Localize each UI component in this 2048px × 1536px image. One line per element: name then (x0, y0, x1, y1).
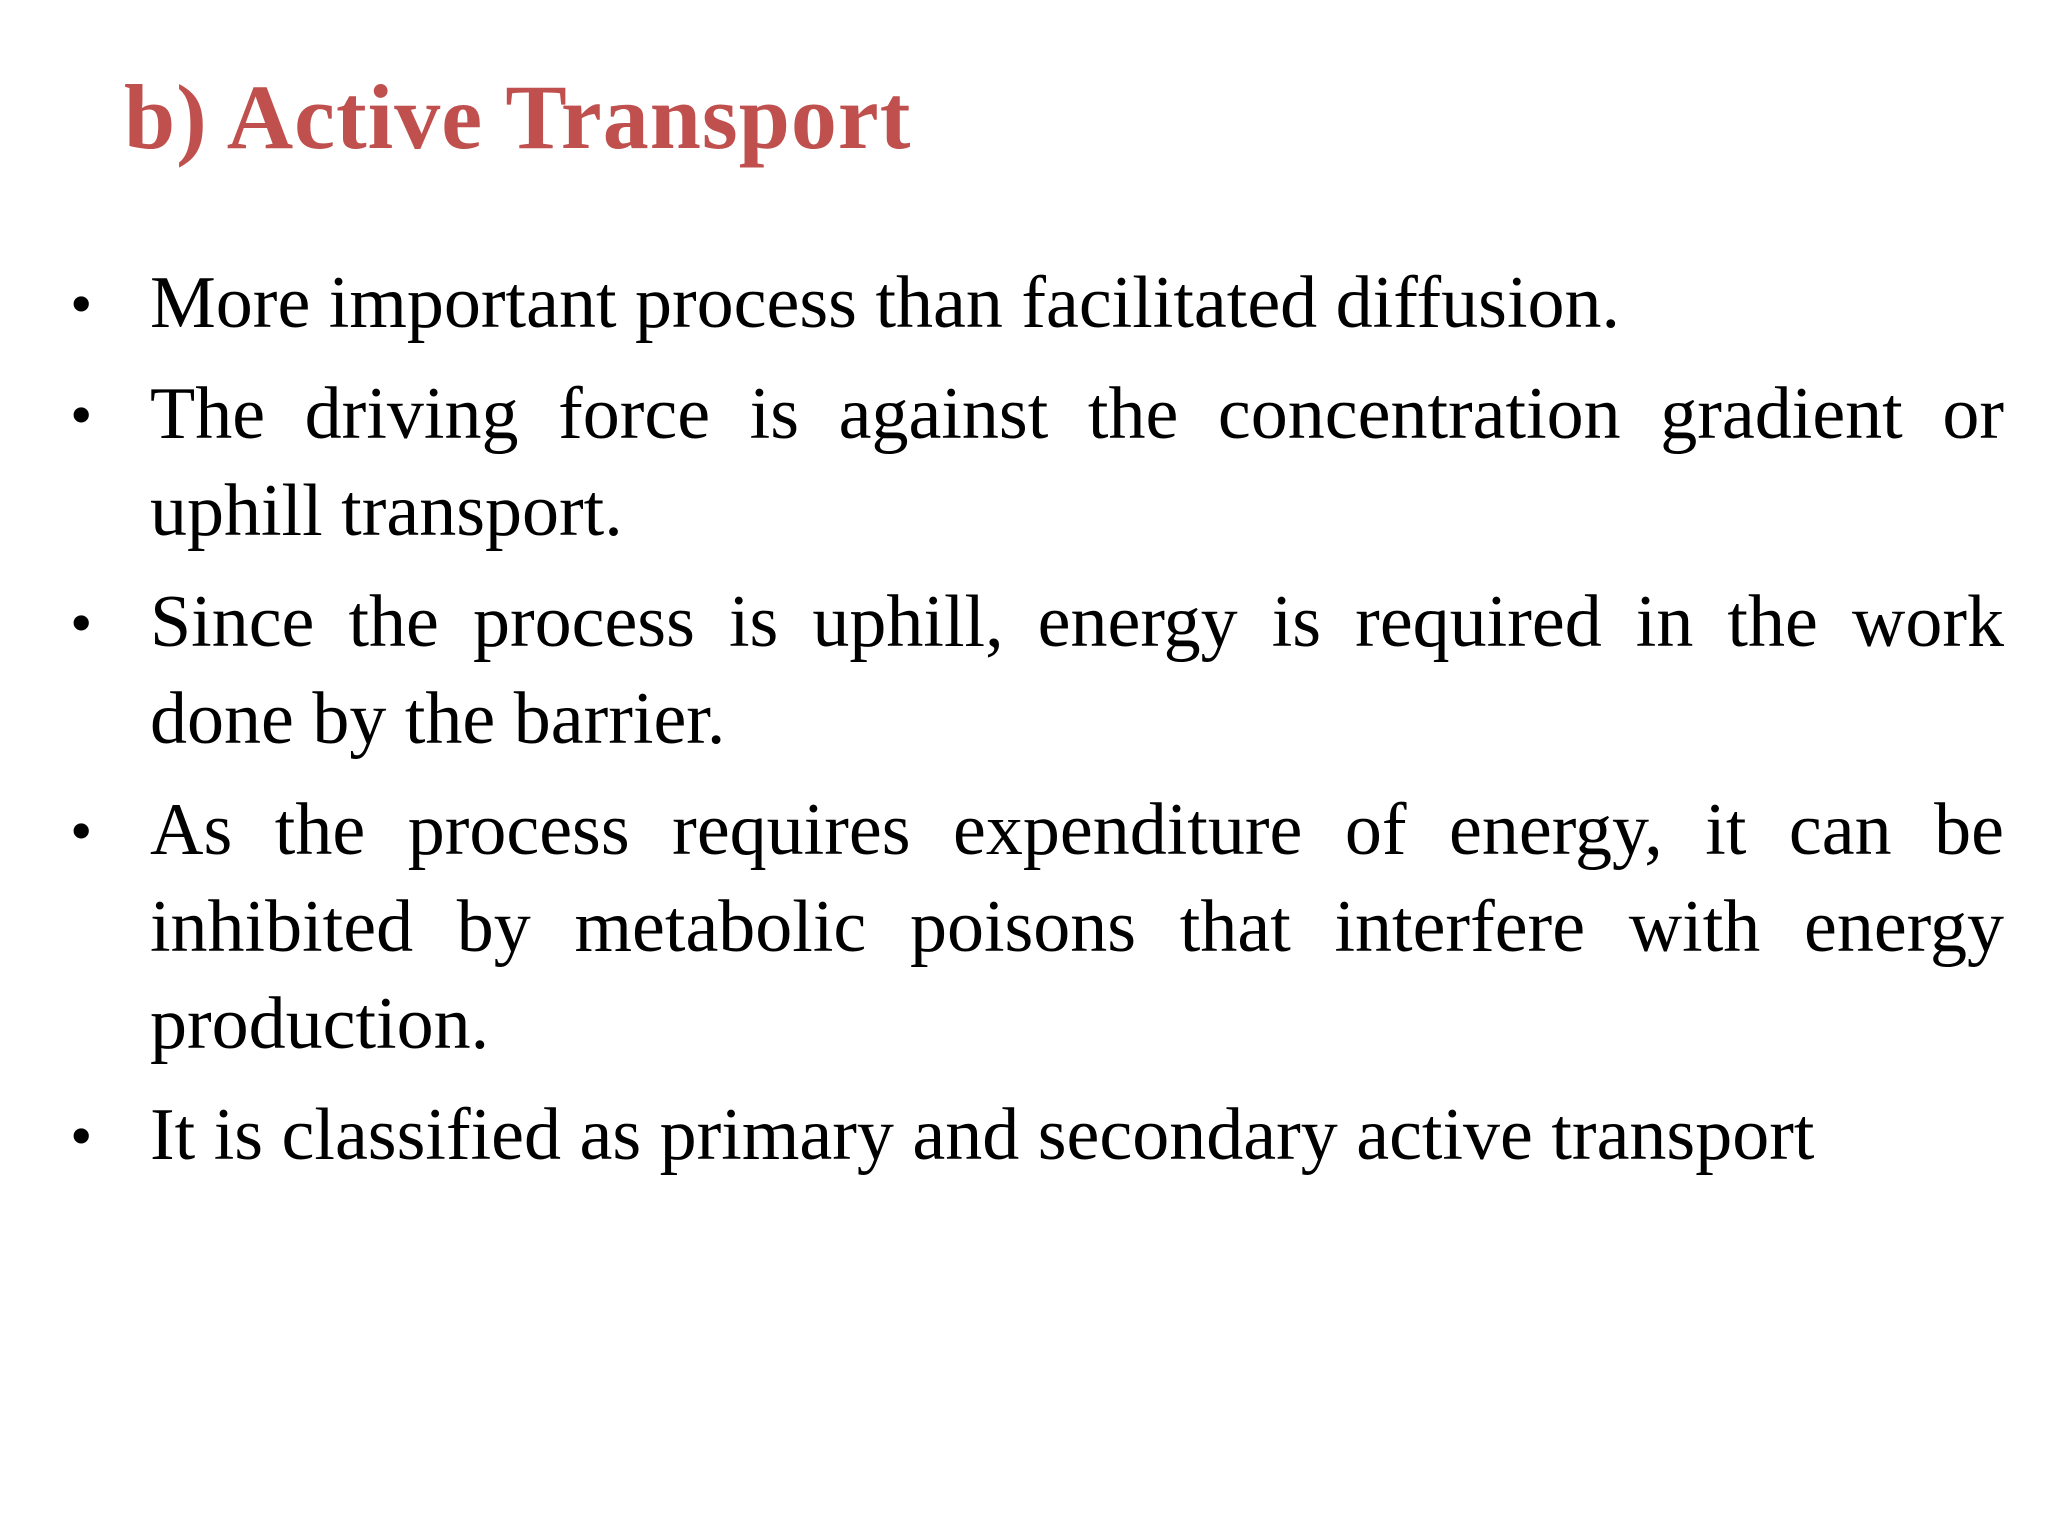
bullet-icon: • (70, 587, 93, 658)
bullet-icon: • (70, 795, 93, 866)
bullet-item-2 (64, 366, 2004, 560)
bullet-item-4 (64, 782, 2004, 1073)
bullet-list (64, 255, 2004, 1198)
bullet-text-5: It is classified as primary and secondary active transport (150, 1094, 1815, 1176)
bullet-icon: • (70, 379, 93, 450)
bullet-icon: • (70, 268, 93, 339)
bullet-text-2: The driving force is against the concentration gradient or uphill transport. (150, 373, 2004, 552)
bullet-item-1 (64, 255, 2004, 352)
bullet-text-3: Since the process is uphill, energy is required in the work done by the barrier. (150, 581, 2004, 760)
bullet-icon: • (70, 1100, 93, 1171)
bullet-item-5 (64, 1087, 2004, 1184)
bullet-item-3 (64, 574, 2004, 768)
slide-title: b) Active Transport (124, 66, 912, 168)
bullet-text-1: More important process than facilitated diffusion. (150, 262, 1621, 344)
bullet-text-4: As the process requires expenditure of energy, it can be inhibited by metabolic poisons that interfere with energy production. (150, 789, 2004, 1065)
